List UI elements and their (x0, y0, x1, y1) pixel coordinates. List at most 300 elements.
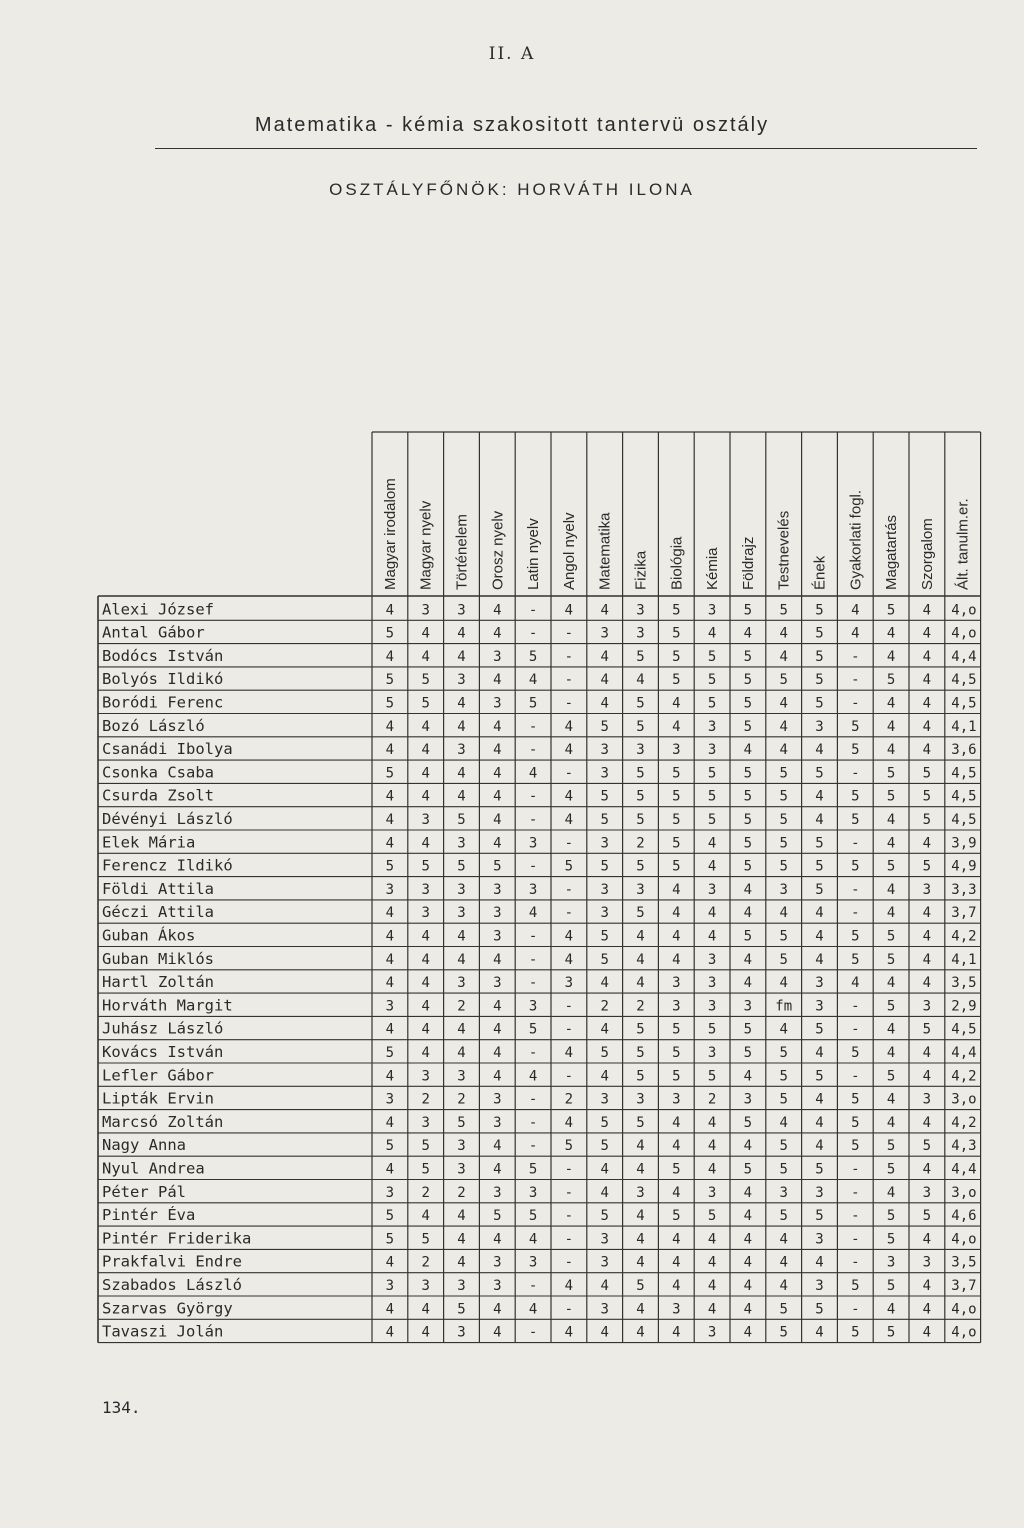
grade-cell: 5 (672, 812, 681, 828)
grade-cell: 3 (385, 881, 395, 898)
student-name: Pintér Éva (102, 1206, 196, 1225)
column-header: Testnevelés (775, 510, 793, 590)
grade-cell: 4 (815, 1138, 824, 1155)
grade-cell: 4 (922, 742, 932, 759)
grade-cell: 4 (457, 1208, 466, 1225)
grade-cell: 3 (600, 905, 609, 922)
grade-cell: 5 (636, 812, 645, 828)
grade-cell: 3 (600, 625, 609, 642)
grade-cell: 4 (707, 1138, 717, 1155)
grade-cell: 4 (636, 1138, 645, 1155)
grade-cell: 5 (851, 718, 860, 735)
column-header: Fizika (632, 550, 650, 590)
grade-cell: 4 (493, 998, 502, 1015)
grade-cell: 4 (886, 1045, 896, 1061)
grade-cell: 4 (600, 1324, 609, 1341)
grade-cell: 4 (493, 672, 502, 689)
grade-cell: 3 (707, 998, 717, 1015)
grade-cell: 4,4 (951, 1161, 977, 1178)
student-name: Horváth Margit (102, 996, 233, 1015)
grade-cell: - (528, 602, 538, 619)
grade-cell: 4 (385, 1324, 395, 1341)
grade-cell: 3 (779, 881, 788, 898)
grade-cell: 4 (707, 835, 717, 852)
grade-cell: 4 (922, 1161, 932, 1178)
grade-cell: 4 (457, 1231, 466, 1248)
grade-cell: 4 (636, 1301, 645, 1318)
student-name: Bodócs István (102, 646, 224, 665)
grade-cell: 4 (564, 812, 574, 828)
grade-cell: 2 (707, 1091, 717, 1108)
grade-cell: 4 (385, 812, 395, 828)
grade-cell: 4 (600, 602, 609, 619)
grade-cell: 4 (385, 788, 395, 805)
grade-cell: 4 (636, 951, 645, 968)
grade-cell: 4 (672, 905, 681, 922)
grade-cell: 5 (672, 765, 681, 782)
grade-cell: 5 (636, 858, 645, 875)
grade-cell: 5 (851, 1138, 860, 1155)
grade-cell: 4 (779, 718, 788, 735)
grade-cell: 3 (743, 1091, 753, 1108)
column-header: Magatartás (883, 514, 901, 590)
grade-cell: 3 (385, 1184, 395, 1201)
grade-cell: 4,5 (951, 788, 977, 805)
grade-cell: 4 (779, 1278, 788, 1294)
grade-cell: 4 (779, 1114, 788, 1131)
grade-cell: - (528, 1045, 538, 1061)
grade-cell: 3 (493, 1254, 502, 1271)
grade-cell: 3 (707, 1324, 717, 1341)
grade-cell: 5 (672, 602, 681, 619)
grade-cell: 4 (886, 881, 896, 898)
grade-cell: 4,4 (951, 1045, 977, 1061)
grade-cell: 4 (672, 1231, 681, 1248)
grade-cell: 5 (815, 1161, 824, 1178)
grade-cell: 4 (600, 975, 609, 992)
grade-cell: 4 (672, 881, 681, 898)
grade-cell: 4 (672, 1254, 681, 1271)
grade-cell: - (528, 788, 538, 805)
grade-cell: 5 (851, 788, 860, 805)
grade-cell: 2 (564, 1091, 574, 1108)
grade-cell: 5 (743, 1021, 753, 1038)
grade-cell: 5 (779, 1324, 788, 1341)
grade-cell: 4 (528, 1068, 538, 1085)
student-name: Alexi József (102, 600, 214, 619)
grade-cell: 5 (707, 788, 717, 805)
grade-cell: 3 (457, 1138, 466, 1155)
grade-cell: 4 (815, 742, 824, 759)
grade-cell: 4 (815, 928, 824, 945)
grade-cell: 3 (922, 1184, 932, 1201)
column-header: Gyakorlati fogl. (847, 489, 865, 590)
grade-cell: 3,3 (951, 881, 977, 898)
grade-cell: 4 (743, 1208, 753, 1225)
grade-cell: 4 (493, 1138, 502, 1155)
grade-cell: 5 (528, 1208, 538, 1225)
column-header: Angol nyelv (560, 512, 578, 590)
grade-cell: 4 (636, 672, 645, 689)
grade-cell: - (851, 1208, 860, 1225)
grade-cell: 4 (707, 1161, 717, 1178)
grade-cell: 4 (922, 975, 932, 992)
grade-cell: 4 (385, 975, 395, 992)
grade-cell: - (564, 1254, 574, 1271)
grade-cell: 5 (779, 1045, 788, 1061)
grade-cell: 3 (457, 1278, 466, 1294)
grade-cell: - (564, 1301, 574, 1318)
grade-cell: 5 (672, 625, 681, 642)
grade-cell: 5 (743, 648, 753, 665)
grade-cell: 4 (815, 1254, 824, 1271)
grade-cell: - (564, 1208, 574, 1225)
grade-cell: 3 (564, 975, 574, 992)
grade-cell: 4 (421, 1045, 430, 1061)
grade-cell: 5 (886, 765, 896, 782)
grade-cell: 5 (815, 765, 824, 782)
grade-cell: 4,o (951, 1231, 977, 1248)
grade-cell: 4 (385, 718, 395, 735)
student-name: Csanádi Ibolya (102, 740, 233, 759)
grade-cell: 5 (815, 648, 824, 665)
student-name: Péter Pál (102, 1182, 186, 1201)
grade-cell: 3 (815, 1231, 824, 1248)
grade-cell: 3 (528, 835, 538, 852)
grade-cell: 3 (743, 998, 753, 1015)
grade-cell: 5 (600, 1138, 609, 1155)
grade-cell: 4 (421, 718, 430, 735)
grade-cell: 5 (886, 998, 896, 1015)
grade-cell: 4 (743, 881, 753, 898)
grade-cell: 4 (672, 1184, 681, 1201)
student-name: Szabados László (102, 1276, 242, 1294)
grade-cell: 5 (707, 648, 717, 665)
grade-cell: 4,2 (951, 1068, 977, 1085)
grade-cell: 4 (421, 1021, 430, 1038)
grade-cell: 4 (743, 1231, 753, 1248)
column-header: Biológia (668, 536, 686, 590)
student-name: Nyul Andrea (102, 1159, 205, 1178)
grade-cell: 5 (815, 672, 824, 689)
grade-cell: 4 (743, 1324, 753, 1341)
grade-cell: 3 (922, 881, 932, 898)
grade-cell: - (851, 1231, 860, 1248)
grade-cell: 4 (457, 1254, 466, 1271)
grade-cell: 5 (636, 788, 645, 805)
grade-cell: 4 (636, 1161, 645, 1178)
grade-cell: 3 (922, 1254, 932, 1271)
grade-cell: 3 (493, 1091, 502, 1108)
grade-cell: 4,o (951, 625, 977, 642)
grade-cell: - (564, 881, 574, 898)
grade-cell: 4,4 (951, 648, 977, 665)
grade-cell: 4 (457, 788, 466, 805)
grade-cell: 5 (779, 1208, 788, 1225)
grade-cell: 4 (886, 905, 896, 922)
grade-cell: 2 (636, 835, 645, 852)
grade-cell: 5 (636, 718, 645, 735)
grade-cell: 5 (886, 672, 896, 689)
grade-cell: - (564, 1068, 574, 1085)
grade-cell: 5 (815, 625, 824, 642)
column-header: Földrajz (739, 536, 757, 590)
grade-cell: 4 (600, 695, 609, 712)
grade-cell: 5 (922, 1138, 932, 1155)
grade-cell: 5 (779, 765, 788, 782)
grade-cell: 4 (743, 1254, 753, 1271)
grade-cell: 3 (707, 602, 717, 619)
grade-cell: 3 (493, 1278, 502, 1294)
student-name: Földi Attila (102, 879, 214, 898)
grade-cell: 4 (564, 788, 574, 805)
grade-cell: 3,7 (951, 1278, 977, 1294)
grade-cell: 5 (457, 812, 466, 828)
grade-cell: 5 (815, 602, 824, 619)
grade-cell: 3 (600, 881, 609, 898)
grade-cell: 4 (922, 718, 932, 735)
grade-cell: 5 (385, 695, 395, 712)
grade-cell: 5 (922, 788, 932, 805)
grade-cell: 3 (672, 1091, 681, 1108)
grade-cell: 5 (779, 1301, 788, 1318)
grade-cell: - (851, 1161, 860, 1178)
grade-cell: 5 (779, 602, 788, 619)
grade-cell: 4 (707, 1114, 717, 1131)
grade-cell: 5 (600, 718, 609, 735)
grade-cell: 4 (600, 1161, 609, 1178)
student-name: Hartl Zoltán (102, 973, 214, 992)
grade-cell: 4 (457, 951, 466, 968)
grade-cell: 3 (493, 648, 502, 665)
grade-cell: 4 (922, 905, 932, 922)
grade-cell: 5 (922, 1021, 932, 1038)
grade-cell: 5 (636, 695, 645, 712)
grade-cell: 4 (707, 928, 717, 945)
grade-cell: 5 (743, 1045, 753, 1061)
column-header: Orosz nyelv (489, 510, 507, 590)
grade-cell: 4 (886, 695, 896, 712)
grade-cell: 3 (815, 975, 824, 992)
grade-cell: 4 (564, 602, 574, 619)
grade-cell: 4 (493, 1161, 502, 1178)
grade-cell: 4 (493, 835, 502, 852)
grade-cell: 5 (385, 1045, 395, 1061)
grade-cell: 4 (600, 1021, 609, 1038)
grade-cell: 5 (707, 1068, 717, 1085)
grade-cell: - (564, 1184, 574, 1201)
grade-cell: 5 (922, 765, 932, 782)
grade-cell: - (851, 835, 860, 852)
student-name: Tavaszi Jolán (102, 1322, 224, 1341)
grade-cell: - (564, 765, 574, 782)
grade-cell: - (528, 718, 538, 735)
grade-cell: 4 (707, 905, 717, 922)
grade-cell: 4 (815, 1045, 824, 1061)
student-name: Lefler Gábor (102, 1066, 214, 1085)
grade-cell: 4 (922, 672, 932, 689)
grade-cell: 5 (528, 695, 538, 712)
student-name: Antal Gábor (102, 623, 205, 642)
grade-cell: 4 (922, 1231, 932, 1248)
student-name: Nagy Anna (102, 1136, 186, 1155)
grade-cell: 5 (600, 1045, 609, 1061)
grade-cell: 4 (600, 1278, 609, 1294)
grade-cell: 3 (922, 1091, 932, 1108)
grade-cell: - (528, 928, 538, 945)
grade-cell: - (528, 1138, 538, 1155)
grade-cell: 3 (457, 975, 466, 992)
grade-cell: 4 (493, 951, 502, 968)
grade-cell: 4 (600, 1068, 609, 1085)
grade-cell: 4 (815, 905, 824, 922)
grade-cell: 4 (672, 718, 681, 735)
grade-cell: 5 (421, 695, 430, 712)
grade-cell: 4 (672, 1278, 681, 1294)
grade-cell: 4 (493, 1231, 502, 1248)
grade-cell: 4 (707, 1254, 717, 1271)
column-header: Ált. tanulm.er. (954, 498, 972, 590)
grade-cell: 4 (421, 1208, 430, 1225)
grade-cell: 3 (636, 742, 645, 759)
grade-cell: 3 (600, 835, 609, 852)
grade-cell: 3 (457, 672, 466, 689)
grade-cell: 4 (922, 695, 932, 712)
grade-cell: 4 (457, 695, 466, 712)
grade-cell: 4 (636, 1231, 645, 1248)
grade-cell: - (851, 998, 860, 1015)
grade-cell: 5 (743, 858, 753, 875)
grade-cell: 5 (815, 1021, 824, 1038)
grade-cell: 3 (528, 1184, 538, 1201)
grade-cell: 4 (922, 1324, 932, 1341)
grade-cell: - (528, 1324, 538, 1341)
grade-cell: 5 (528, 648, 538, 665)
grade-cell: 4 (922, 1114, 932, 1131)
grade-cell: 5 (743, 835, 753, 852)
grade-cell: 5 (707, 695, 717, 712)
grade-cell: 4,5 (951, 1021, 977, 1038)
grade-cell: 3,6 (951, 742, 977, 759)
grade-cell: 3 (600, 1091, 609, 1108)
grade-cell: 5 (851, 1278, 860, 1294)
grade-cell: 2 (457, 1091, 466, 1108)
student-name: Kovács István (102, 1043, 224, 1061)
student-name: Csurda Zsolt (102, 786, 214, 805)
grade-cell: 5 (528, 1021, 538, 1038)
column-header: Matematika (596, 512, 614, 590)
grade-cell: 5 (743, 765, 753, 782)
grade-cell: - (528, 625, 538, 642)
grade-cell: 4 (672, 695, 681, 712)
grade-cell: 4 (564, 742, 574, 759)
grade-cell: 4,2 (951, 928, 977, 945)
grade-cell: - (851, 1021, 860, 1038)
grade-cell: 3 (707, 718, 717, 735)
grade-cell: 4 (493, 1301, 502, 1318)
grade-cell: 4 (886, 625, 896, 642)
grade-cell: 4 (385, 1114, 395, 1131)
grade-cell: 4 (421, 951, 430, 968)
grade-cell: 3 (922, 998, 932, 1015)
grade-cell: 5 (672, 672, 681, 689)
grade-cell: 5 (672, 1068, 681, 1085)
grade-cell: 5 (457, 858, 466, 875)
grade-cell: 3 (600, 1301, 609, 1318)
grade-cell: 4 (922, 1068, 932, 1085)
grade-cell: 4 (493, 718, 502, 735)
student-name: Géczi Attila (102, 903, 214, 922)
grade-cell: 3 (457, 602, 466, 619)
grade-cell: 4 (851, 625, 860, 642)
grade-cell: 3 (636, 1184, 645, 1201)
grade-cell: - (851, 905, 860, 922)
grade-cell: 5 (851, 928, 860, 945)
grade-cell: - (528, 812, 538, 828)
grade-cell: - (851, 648, 860, 665)
student-name: Dévényi László (102, 810, 233, 828)
grade-cell: 5 (779, 672, 788, 689)
grade-cell: 3 (707, 951, 717, 968)
grade-cell: 4 (457, 928, 466, 945)
grade-cell: 5 (672, 1021, 681, 1038)
grade-cell: 4 (851, 975, 860, 992)
grade-cell: 3 (707, 742, 717, 759)
grade-cell: 5 (564, 858, 574, 875)
grade-cell: 4 (707, 858, 717, 875)
grade-cell: 4 (564, 1045, 574, 1061)
grade-cell: 5 (886, 1068, 896, 1085)
grade-cell: 3,o (951, 1184, 977, 1201)
grade-cell: 5 (815, 881, 824, 898)
grade-cell: 5 (779, 858, 788, 875)
grade-cell: 4 (922, 1045, 932, 1061)
grade-cell: - (851, 1301, 860, 1318)
grade-cell: 3 (457, 1324, 466, 1341)
grade-cell: 3 (457, 1068, 466, 1085)
grade-cell: 4 (457, 648, 466, 665)
column-header: Magyar irodalom (381, 478, 399, 590)
grade-cell: 5 (672, 788, 681, 805)
grade-cell: 4 (493, 1021, 502, 1038)
grade-cell: - (528, 951, 538, 968)
grade-cell: 3 (600, 1254, 609, 1271)
grade-cell: 3 (636, 881, 645, 898)
grade-cell: 5 (815, 858, 824, 875)
grade-cell: 5 (707, 1208, 717, 1225)
grade-cell: 4 (564, 1324, 574, 1341)
grade-cell: - (528, 1278, 538, 1294)
student-name: Marcsó Zoltán (102, 1112, 224, 1131)
student-name: Pintér Friderika (102, 1229, 252, 1248)
grade-cell: 5 (457, 1301, 466, 1318)
student-name: Juhász László (102, 1019, 224, 1038)
grade-cell: 5 (600, 812, 609, 828)
grade-cell: - (564, 835, 574, 852)
grade-cell: 5 (779, 1091, 788, 1108)
grade-cell: 4 (457, 1045, 466, 1061)
grade-cell: 5 (743, 928, 753, 945)
grade-cell: 3 (600, 1231, 609, 1248)
grade-cell: 4 (672, 928, 681, 945)
grade-cell: 5 (672, 858, 681, 875)
student-name: Prakfalvi Endre (102, 1252, 242, 1271)
grade-cell: 3 (600, 765, 609, 782)
grade-cell: 5 (886, 1208, 896, 1225)
grade-cell: 5 (743, 718, 753, 735)
column-header: Latin nyelv (525, 518, 543, 590)
grade-cell: 3 (815, 1278, 824, 1294)
